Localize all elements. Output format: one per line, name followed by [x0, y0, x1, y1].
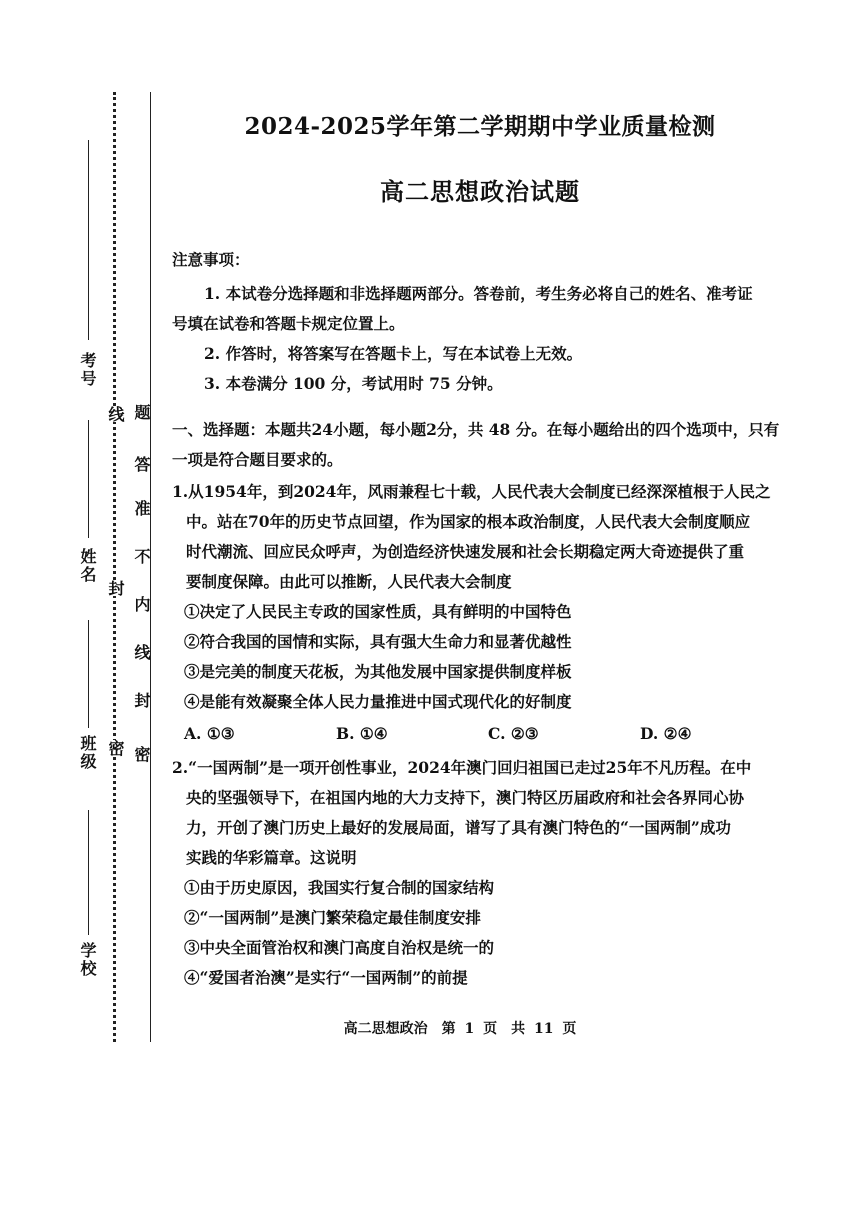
question-stem-line: 实践的华彩篇章。这说明 [186, 848, 357, 867]
section-heading: 一、选择题：本题共24小题，每小题2分，共 48 分。在每小题给出的四个选项中，只有 [172, 420, 780, 439]
choice-c: C. ②③ [488, 724, 539, 743]
question-stem-line: 要制度保障。由此可以推断，人民代表大会制度 [186, 572, 512, 591]
seal-word: 线 [132, 644, 151, 660]
xingming-label: 姓名 [78, 548, 97, 584]
seal-dotted-line [113, 92, 116, 1042]
exam-title: 2024-2025学年第二学期期中学业质量检测 [244, 113, 716, 140]
xingming-underline [88, 420, 89, 538]
question-option: ②“一国两制”是澳门繁荣稳定最佳制度安排 [184, 908, 481, 927]
notice-item: 1. 本试卷分选择题和非选择题两部分。答卷前，考生务必将自己的姓名、准考证 [204, 284, 753, 303]
seal-word: 封 [132, 692, 151, 708]
seal-word: 内 [132, 596, 151, 612]
question-option: ③是完美的制度天花板，为其他发展中国家提供制度样板 [184, 662, 572, 681]
question-stem-line: 时代潮流、回应民众呼声，为创造经济快速发展和社会长期稳定两大奇迹提供了重 [186, 542, 745, 561]
margin-rule [150, 92, 151, 1042]
seal-word: 答 [132, 456, 151, 472]
exam-content [172, 245, 792, 993]
section-heading-cont: 一项是符合题目要求的。 [172, 450, 343, 469]
choice-d: D. ②④ [640, 724, 692, 743]
question-2 [172, 753, 792, 993]
question-stem-line: 中。站在70年的历史节点回望，作为国家的根本政治制度，人民代表大会制度顺应 [186, 512, 751, 531]
answer-choices [172, 717, 792, 751]
notice-item: 号填在试卷和答题卡规定位置上。 [172, 314, 405, 333]
question-option: ①由于历史原因，我国实行复合制的国家结构 [184, 878, 495, 897]
question-1 [172, 477, 792, 751]
question-option: ④“爱国者治澳”是实行“一国两制”的前提 [184, 968, 468, 987]
kaohao-label: 考号 [78, 352, 97, 388]
exam-subtitle: 高二思想政治试题 [380, 177, 580, 206]
notice-heading: 注意事项： [172, 250, 250, 269]
question-stem-line: 力，开创了澳门历史上最好的发展局面，谱写了具有澳门特色的“一国两制”成功 [186, 818, 731, 837]
question-stem-line: 央的坚强领导下，在祖国内地的大力支持下，澳门特区历届政府和社会各界同心协 [186, 788, 745, 807]
question-option: ①决定了人民民主专政的国家性质，具有鲜明的中国特色 [184, 602, 572, 621]
xuexiao-label: 学校 [78, 942, 97, 978]
page-footer: 高二思想政治 第 1 页 共 11 页 [343, 1021, 577, 1037]
seal-word: 密 [106, 740, 125, 756]
xuexiao-underline [88, 810, 89, 935]
question-stem-line: 1.从1954年，到2024年，风雨兼程七十载，人民代表大会制度已经深深植根于人民之 [172, 482, 771, 501]
kaohao-underline [88, 140, 89, 340]
question-option: ③中央全面管治权和澳门高度自治权是统一的 [184, 938, 495, 957]
question-option: ④是能有效凝聚全体人民力量推进中国式现代化的好制度 [184, 692, 572, 711]
question-option: ②符合我国的国情和实际，具有强大生命力和显著优越性 [184, 632, 572, 651]
question-stem-line: 2.“一国两制”是一项开创性事业，2024年澳门回归祖国已走过25年不凡历程。在中 [172, 758, 752, 777]
seal-word: 线 [106, 406, 125, 422]
seal-word: 密 [132, 746, 151, 762]
notice-item: 3. 本卷满分 100 分，考试用时 75 分钟。 [204, 374, 503, 393]
choice-a: A. ①③ [184, 724, 235, 743]
banji-label: 班级 [78, 735, 97, 771]
seal-word: 准 [132, 500, 151, 516]
seal-word: 不 [132, 548, 151, 564]
seal-word: 封 [106, 580, 125, 596]
banji-underline [88, 620, 89, 728]
choice-b: B. ①④ [336, 724, 388, 743]
notice-item: 2. 作答时，将答案写在答题卡上，写在本试卷上无效。 [204, 344, 583, 363]
seal-word: 题 [132, 404, 151, 420]
